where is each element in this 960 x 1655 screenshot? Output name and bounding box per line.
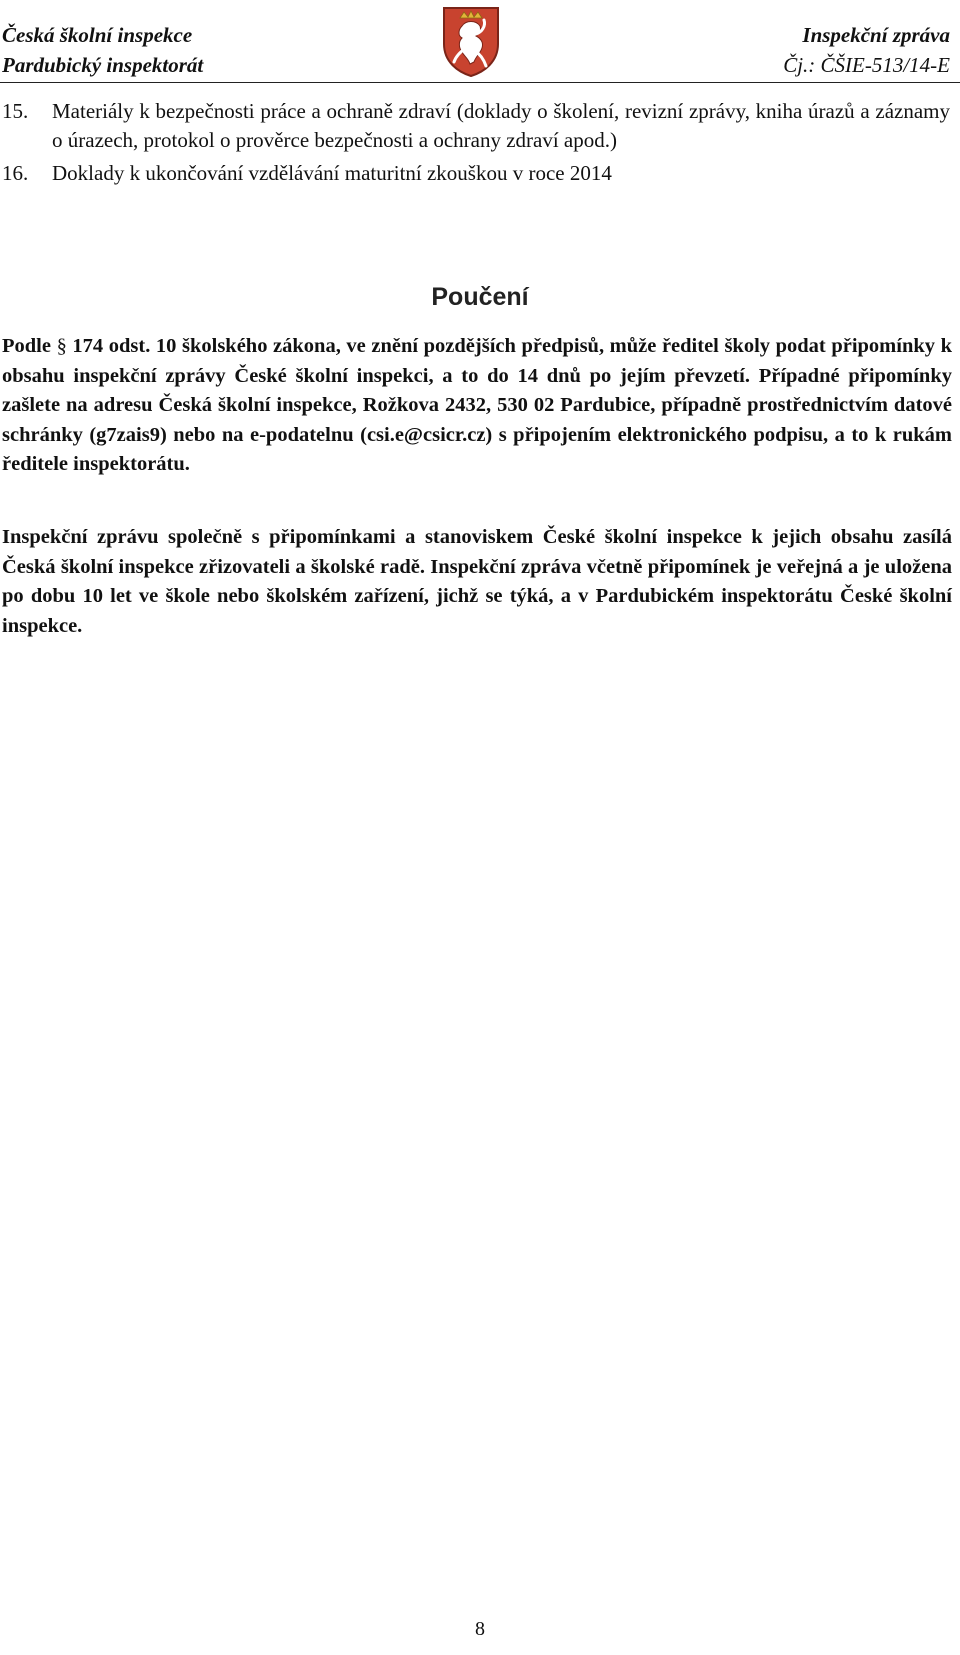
czech-coat-of-arms-icon (440, 4, 502, 78)
section-title: Poučení (431, 283, 529, 311)
document-type: Inspekční zpráva (802, 23, 950, 47)
list-item-text: Materiály k bezpečnosti práce a ochraně zdraví (doklady o školení, revizní zprávy, kniha úrazů a záznamy o úrazech, protokol o prověrce bezpečnosti a ochrany zdraví apod.) (52, 99, 950, 152)
header-organization (2, 20, 203, 80)
page-number: 8 (475, 1618, 485, 1640)
instruction-paragraph (2, 332, 952, 480)
list-item-text: Doklady k ukončování vzdělávání maturitní zkouškou v roce 2014 (52, 161, 612, 185)
org-name: Česká školní inspekce (2, 23, 193, 47)
document-list (2, 97, 950, 192)
paragraph-text-rest: 174 odst. 10 školského zákona, ve znění pozdějších předpisů, může ředitel školy podat připomínky k obsahu inspekční zprávy České školní inspekci, a to do 14 dnů po jejím převzetí. Případné připomínky zašlete na adresu Česká školní inspekce, Rožkova 2432, 530 02 Pardubice, případně prostřednictvím datové schránky (g7zais9) nebo na e-podatelnu (csi.e@csicr.cz) s připojením elektronického podpisu, a to k rukám ředitele inspektorátu. (2, 335, 952, 475)
section-sign: § (56, 335, 67, 357)
list-item-number: 16. (2, 161, 29, 185)
list-item (2, 159, 950, 188)
reference-number: Čj.: ČŠIE-513/14-E (783, 53, 950, 77)
paragraph-text-start: Podle (2, 335, 57, 357)
publication-paragraph: Inspekční zprávu společně s připomínkami a stanoviskem České školní inspekce k jejich obsahu zasílá Česká školní inspekce zřizovateli a školské radě. Inspekční zpráva včetně připomínek je veřejná a je uložena po dobu 10 let ve škole nebo školském zařízení, jichž se týká, a v Pardubickém inspektorátu České školní inspekce. (2, 526, 952, 637)
inspectorate-name: Pardubický inspektorát (2, 53, 204, 77)
page-header (0, 0, 960, 83)
header-document-info (783, 20, 950, 80)
list-item-number: 15. (2, 99, 29, 123)
list-item (2, 97, 950, 155)
